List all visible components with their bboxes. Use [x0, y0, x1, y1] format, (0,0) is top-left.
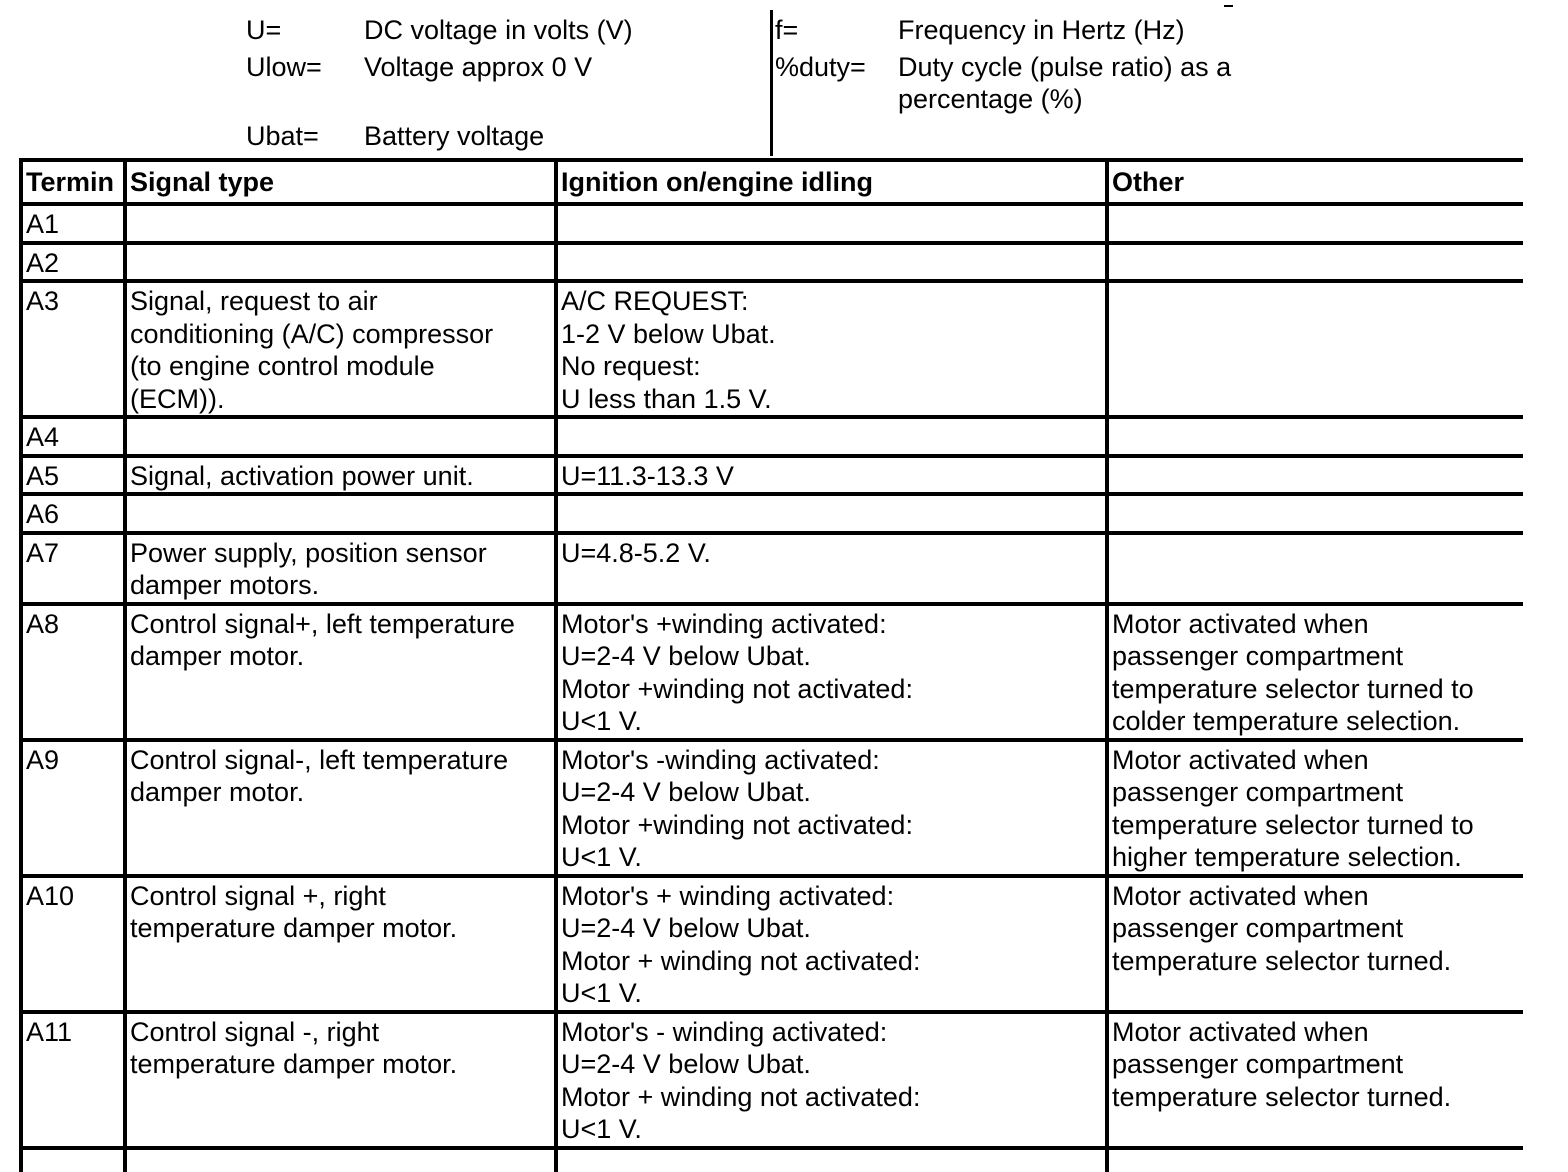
cell-terminal: A6	[21, 494, 125, 533]
cell-text-line: U<1 V.	[561, 706, 642, 736]
cell-text-line: (to engine control module	[130, 351, 435, 381]
header-other: Other	[1107, 160, 1523, 204]
cell-text-line: Control signal -, right	[130, 1016, 380, 1047]
cell-idle	[556, 604, 1107, 740]
cell-terminal: A3	[21, 281, 125, 417]
header-signal-type: Signal type	[125, 160, 556, 204]
table-row	[21, 243, 1523, 282]
cell-text-line: U<1 V.	[561, 978, 642, 1008]
cell-idle	[556, 533, 1107, 604]
cell-text-line: conditioning (A/C) compressor	[130, 318, 494, 349]
cell-terminal: A5	[21, 456, 125, 495]
signal-table-container	[19, 158, 1523, 1172]
header-ignition-idling: Ignition on/engine idling	[556, 160, 1107, 204]
cell-text-line: higher temperature selection.	[1112, 842, 1462, 872]
cell-text-line: U=2-4 V below Ubat.	[561, 913, 811, 943]
cell-other	[1107, 494, 1523, 533]
cell-text-line: damper motor.	[130, 641, 305, 671]
cell-text-line: No request:	[561, 351, 701, 381]
table-row	[21, 456, 1523, 495]
legend-meaning-duty-line1: Duty cycle (pulse ratio) as a	[898, 52, 1232, 82]
cell-text-line: Motor +winding not activated:	[561, 809, 913, 840]
cell-other	[1107, 281, 1523, 417]
table-row	[21, 1012, 1523, 1148]
legend-meaning-u: DC voltage in volts (V)	[364, 15, 633, 45]
cell-text-line: Motor's -winding activated:	[561, 744, 880, 775]
cell-signal	[125, 456, 556, 495]
cell-signal	[125, 204, 556, 243]
cell-idle	[556, 243, 1107, 282]
cell-text-line: Motor +winding not activated:	[561, 673, 913, 704]
cell-idle	[556, 1012, 1107, 1148]
cell-text-line: damper motor.	[130, 777, 305, 807]
cell-idle	[556, 876, 1107, 1012]
cell-idle	[556, 740, 1107, 876]
cell-text-line: Motor activated when	[1112, 744, 1369, 775]
cell-text-line: temperature selector turned to	[1112, 809, 1474, 840]
legend-symbol-u: U=	[246, 15, 282, 45]
cell-text-line: Motor + winding not activated:	[561, 1081, 921, 1112]
cell-terminal: A11	[21, 1012, 125, 1148]
cell-text-line: passenger compartment	[1112, 913, 1404, 943]
cell-text-line: colder temperature selection.	[1112, 706, 1461, 736]
cell-idle	[556, 1148, 1107, 1172]
cell-text-line: passenger compartment	[1112, 1049, 1404, 1079]
cell-terminal: A1	[21, 204, 125, 243]
cell-other	[1107, 417, 1523, 456]
table-row	[21, 604, 1523, 740]
cell-text-line: Control signal-, left temperature	[130, 744, 509, 775]
cell-other	[1107, 1148, 1523, 1172]
cell-signal	[125, 281, 556, 417]
legend-meaning-ulow: Voltage approx 0 V	[364, 52, 593, 82]
cell-signal	[125, 740, 556, 876]
cell-text-line: Motor + winding not activated:	[561, 945, 921, 976]
cell-signal	[125, 1012, 556, 1148]
cell-text-line: Control signal+, left temperature	[130, 608, 515, 639]
cell-idle	[556, 417, 1107, 456]
cell-other	[1107, 456, 1523, 495]
cell-signal	[125, 604, 556, 740]
cell-other	[1107, 740, 1523, 876]
cell-text-line: temperature selector turned.	[1112, 1081, 1452, 1112]
cell-text-line: temperature selector turned to	[1112, 673, 1474, 704]
cell-text-line: Motor's + winding activated:	[561, 880, 895, 911]
cell-text-line: Motor's - winding activated:	[561, 1016, 888, 1047]
legend-symbol-ubat: Ubat=	[246, 121, 319, 151]
cell-text-line: Motor activated when	[1112, 880, 1369, 911]
cell-text-line: temperature selector turned.	[1112, 945, 1452, 976]
signal-table	[19, 158, 1523, 1172]
cell-idle	[556, 281, 1107, 417]
cell-terminal	[21, 1148, 125, 1172]
table-body	[21, 204, 1523, 1172]
cell-idle	[556, 204, 1107, 243]
cell-text-line: U less than 1.5 V.	[561, 383, 772, 414]
cell-other	[1107, 204, 1523, 243]
table-row	[21, 1148, 1523, 1172]
cell-text-line: U=4.8-5.2 V.	[561, 537, 711, 568]
cell-terminal: A9	[21, 740, 125, 876]
cell-text-line: U<1 V.	[561, 1114, 642, 1144]
cell-text-line: temperature damper motor.	[130, 913, 458, 943]
legend-symbol-duty: %duty=	[775, 52, 866, 82]
table-row	[21, 876, 1523, 1012]
cell-text-line: passenger compartment	[1112, 641, 1404, 671]
cell-terminal: A8	[21, 604, 125, 740]
cell-text-line: U=2-4 V below Ubat.	[561, 1049, 811, 1079]
cell-other	[1107, 1012, 1523, 1148]
table-row	[21, 417, 1523, 456]
cell-terminal: A4	[21, 417, 125, 456]
cell-idle	[556, 494, 1107, 533]
cell-text-line: temperature damper motor.	[130, 1049, 458, 1079]
table-row	[21, 533, 1523, 604]
table-row	[21, 494, 1523, 533]
cell-other	[1107, 876, 1523, 1012]
cell-text-line: U=2-4 V below Ubat.	[561, 777, 811, 807]
cell-text-line: Control signal +, right	[130, 880, 386, 911]
cell-signal	[125, 876, 556, 1012]
cell-text-line: U<1 V.	[561, 842, 642, 872]
legend-dash-mark	[1224, 5, 1233, 7]
cell-terminal: A7	[21, 533, 125, 604]
cell-text-line: Motor's +winding activated:	[561, 608, 887, 639]
legend-meaning-duty-line2: percentage (%)	[898, 84, 1083, 114]
cell-text-line: Signal, request to air	[130, 286, 378, 316]
cell-other	[1107, 243, 1523, 282]
cell-text-line: passenger compartment	[1112, 777, 1404, 807]
table-row	[21, 204, 1523, 243]
cell-signal	[125, 417, 556, 456]
cell-signal	[125, 533, 556, 604]
cell-other	[1107, 533, 1523, 604]
legend-symbol-f: f=	[775, 15, 799, 45]
cell-terminal: A2	[21, 243, 125, 282]
legend-meaning-f: Frequency in Hertz (Hz)	[898, 15, 1185, 45]
table-header-row	[21, 160, 1523, 204]
cell-text-line: Signal, activation power unit.	[130, 460, 474, 491]
table-row	[21, 281, 1523, 417]
cell-text-line: U=2-4 V below Ubat.	[561, 641, 811, 671]
cell-text-line: Motor activated when	[1112, 608, 1369, 639]
cell-text-line: damper motors.	[130, 570, 320, 600]
cell-text-line: U=11.3-13.3 V	[561, 460, 734, 491]
cell-text-line: 1-2 V below Ubat.	[561, 318, 776, 349]
legend-meaning-ubat: Battery voltage	[364, 121, 545, 151]
legend-symbol-ulow: Ulow=	[246, 52, 322, 82]
cell-other	[1107, 604, 1523, 740]
cell-signal	[125, 494, 556, 533]
table-row	[21, 740, 1523, 876]
header-terminal: Termin	[21, 160, 125, 204]
cell-text-line: Power supply, position sensor	[130, 537, 487, 568]
cell-signal	[125, 243, 556, 282]
cell-text-line: Motor activated when	[1112, 1016, 1369, 1047]
cell-signal	[125, 1148, 556, 1172]
abbreviation-legend	[0, 0, 1568, 160]
cell-text-line: A/C REQUEST:	[561, 286, 749, 316]
legend-divider	[770, 10, 773, 156]
cell-idle	[556, 456, 1107, 495]
cell-text-line: (ECM)).	[130, 383, 225, 414]
cell-terminal: A10	[21, 876, 125, 1012]
